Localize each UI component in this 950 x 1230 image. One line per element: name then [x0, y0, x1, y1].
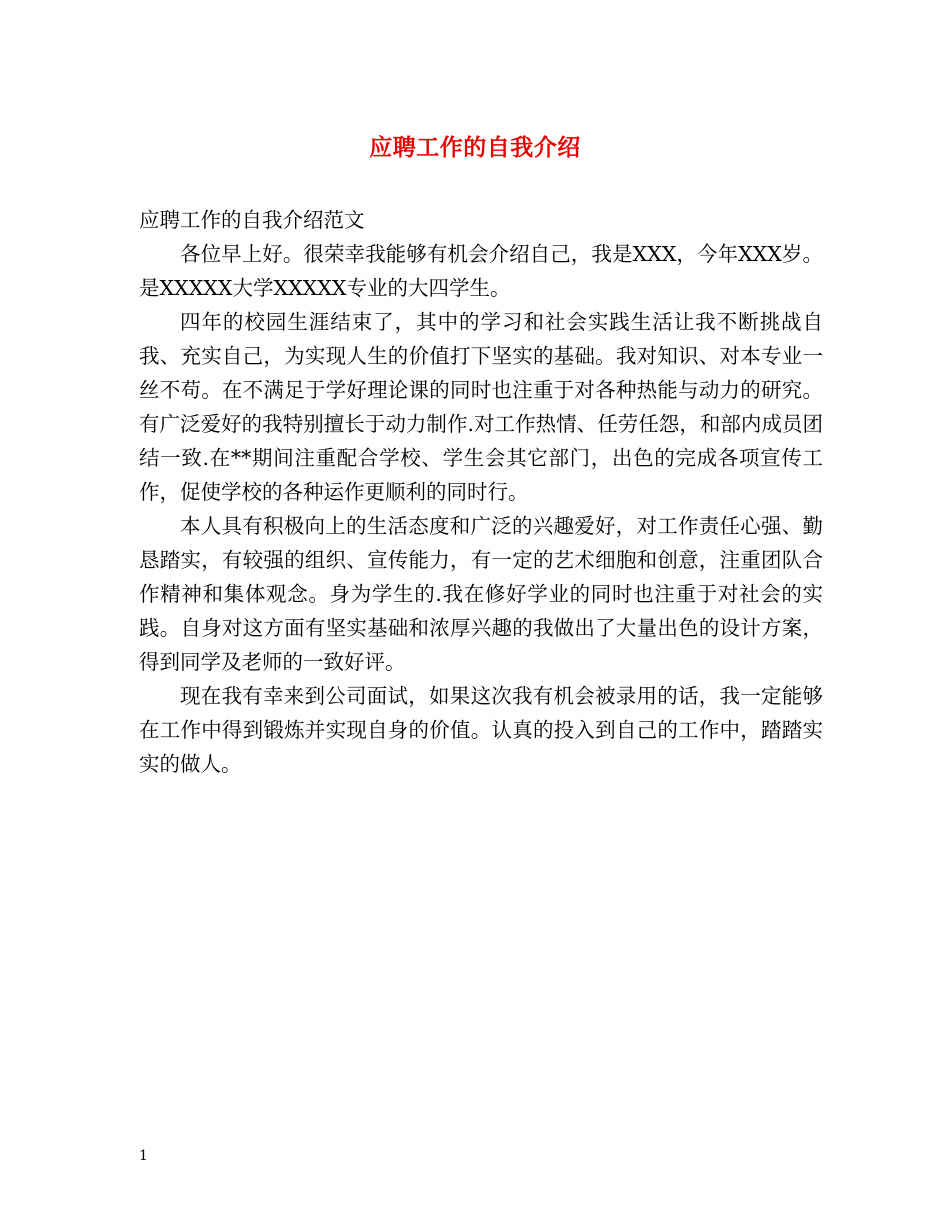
document-subtitle: 应聘工作的自我介绍范文: [139, 208, 365, 232]
document-title: 应聘工作的自我介绍: [369, 134, 581, 161]
paragraph-greeting: 各位早上好。很荣幸我能够有机会介绍自己，我是XXX，今年XXX岁。是XXXXX大学XXXXX专业的大四学生。: [139, 242, 823, 300]
paragraph-closing: 现在我有幸来到公司面试，如果这次我有机会被录用的话，我一定能够在工作中得到锻炼并实现自身的价值。认真的投入到自己的工作中，踏踏实实的做人。: [139, 684, 823, 776]
paragraph-personal-qualities: 本人具有积极向上的生活态度和广泛的兴趣爱好，对工作责任心强、勤恳踏实，有较强的组织、宣传能力，有一定的艺术细胞和创意，注重团队合作精神和集体观念。身为学生的.我在修好学业的同时也注重于对社会的实践。自身对这方面有坚实基础和浓厚兴趣的我做出了大量出色的设计方案，得到同学及老师的一致好评。: [139, 514, 823, 674]
page-number: 1: [139, 1148, 148, 1164]
paragraph-campus-life: 四年的校园生涯结束了，其中的学习和社会实践生活让我不断挑战自我、充实自己，为实现人生的价值打下坚实的基础。我对知识、对本专业一丝不苟。在不满足于学好理论课的同时也注重于对各种热能与动力的研究。有广泛爱好的我特别擅长于动力制作.对工作热情、任劳任怨，和部内成员团结一致.在**期间注重配合学校、学生会其它部门，出色的完成各项宣传工作，促使学校的各种运作更顺利的同时行。: [139, 310, 823, 504]
document-body: [139, 203, 823, 781]
